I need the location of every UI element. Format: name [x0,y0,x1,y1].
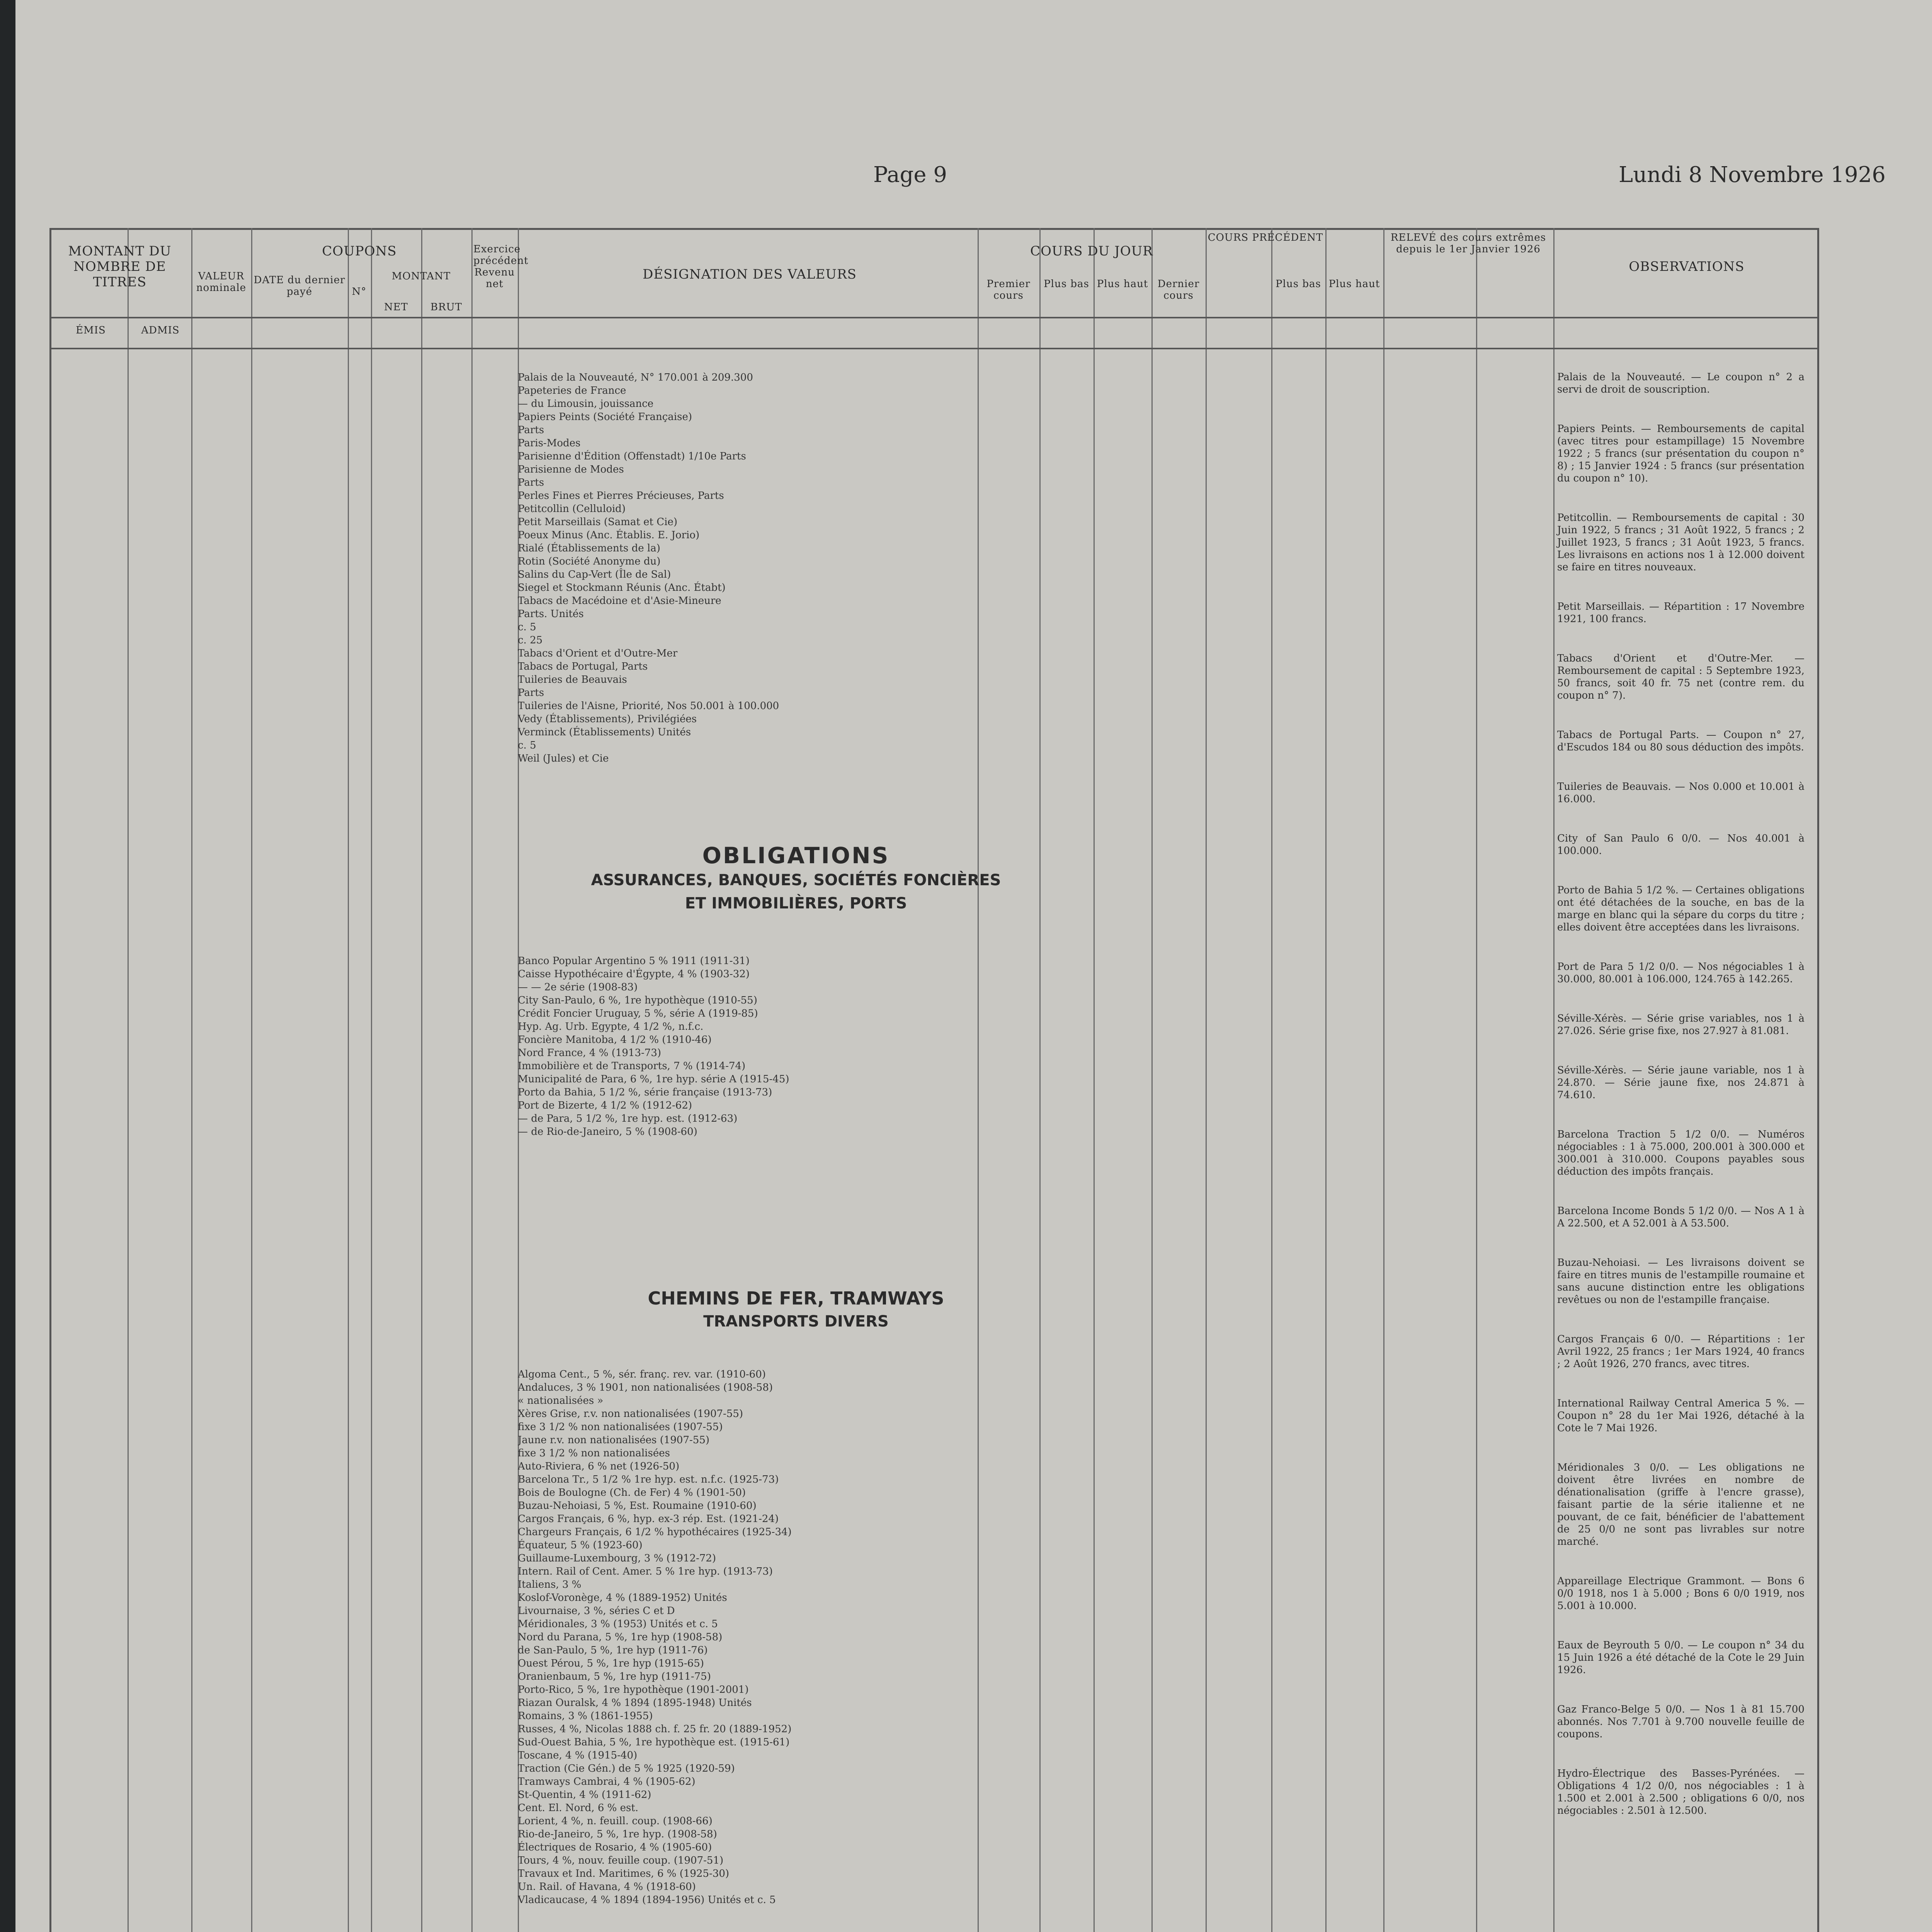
list-item: Vladicaucase, 4 % 1894 (1894-1956) Unités et c. 5 [518,1894,776,1906]
list-item: Russes, 4 %, Nicolas 1888 ch. f. 25 fr. 20 (1889-1952) [518,1723,792,1735]
page-number: Page 9 [873,162,947,187]
list-item: Rialé (Établissements de la) [518,543,660,554]
list-item: Tabacs de Macédoine et d'Asie-Mineure [518,595,721,607]
list-item: fixe 3 1/2 % non nationalisées [518,1447,670,1459]
list-item: Ouest Pérou, 5 %, 1re hyp (1915-65) [518,1658,704,1669]
numeric-columns-left [54,367,510,1932]
col-brut-header: BRUT [430,301,462,313]
list-item: Parts [518,477,544,488]
section-chemins-de-fer [564,1287,1028,1333]
list-item: Barcelona Tr., 5 1/2 % 1re hyp. est. n.f.c. (1925-73) [518,1474,779,1485]
list-item: « nationalisées » [518,1395,604,1406]
observation-note: Gaz Franco-Belge 5 0/0. — Nos 1 à 81 15.700 abonnés. Nos 7.701 à 9.700 nouvelle feuille de coupons. [1557,1704,1804,1740]
col-exercice-header: Exercice précédent Revenu net [473,243,529,290]
list-item: Tours, 4 %, nouv. feuille coup. (1907-51) [518,1855,724,1866]
observations-column [1557,371,1804,1844]
col-net-header: NET [384,301,408,313]
list-item: — — 2e série (1908-83) [518,981,638,993]
observation-note: Cargos Français 6 0/0. — Répartitions : 1er Avril 1922, 25 francs ; 1er Mars 1924, 40 francs ; 2 Août 1926, 270 francs, avec titres. [1557,1333,1804,1370]
issue-date: Lundi 8 Novembre 1926 [1619,162,1886,187]
list-item: Port de Bizerte, 4 1/2 % (1912-62) [518,1100,692,1111]
col-dernier-header: Dernier cours [1157,278,1200,301]
list-item: Bois de Boulogne (Ch. de Fer) 4 % (1901-50) [518,1487,746,1498]
designation-list-chemins [518,1368,974,1906]
observation-note: Séville-Xérès. — Série jaune variable, nos 1 à 24.870. — Série jaune fixe, nos 24.871 à 74.610. [1557,1065,1804,1101]
list-item: Tuileries de l'Aisne, Priorité, Nos 50.001 à 100.000 [518,700,779,712]
list-item: Porto da Bahia, 5 1/2 %, série française (1913-73) [518,1087,772,1098]
section-title: OBLIGATIONS [702,842,890,869]
list-item: Riazan Ouralsk, 4 % 1894 (1895-1948) Unités [518,1697,752,1709]
col-premier-header: Premier cours [986,278,1031,301]
observation-note: Tabacs d'Orient et d'Outre-Mer. — Remboursement de capital : 5 Septembre 1923, 50 francs, soit 40 fr. 75 net (contre rem. du coupon n° 7). [1557,653,1804,701]
observation-note: Papiers Peints. — Remboursements de capital (avec titres pour estampillage) 15 Novembre 1922 ; 5 francs (sur présentation du coupon n° 8) ; 15 Janvier 1924 : 5 francs (sur présentation du coupon n° 10). [1557,423,1804,484]
list-item: Cent. El. Nord, 6 % est. [518,1802,639,1814]
list-item: Banco Popular Argentino 5 % 1911 (1911-31) [518,955,750,967]
list-item: — de Para, 5 1/2 %, 1re hyp. est. (1912-63) [518,1113,738,1124]
col-prec-haut-header: Plus haut [1328,278,1380,290]
list-item: Tabacs de Portugal, Parts [518,661,648,672]
observation-note: Séville-Xérès. — Série grise variables, nos 1 à 27.026. Série grise fixe, nos 27.927 à 81.081. [1557,1013,1804,1037]
designation-list-obligations [518,954,974,1138]
list-item: Oranienbaum, 5 %, 1re hyp (1911-75) [518,1671,711,1682]
col-precedent-header: COURS PRÉCÉDENT [1208,232,1323,243]
col-cours-jour-header: COURS DU JOUR [1030,243,1153,259]
list-item: Immobilière et de Transports, 7 % (1914-74) [518,1060,746,1072]
observation-note: Eaux de Beyrouth 5 0/0. — Le coupon n° 34 du 15 Juin 1926 a été détaché de la Cote le 29 Juin 1926. [1557,1639,1804,1676]
list-item: Verminck (Établissements) Unités [518,726,691,738]
col-coupons-header: COUPONS [322,243,397,259]
list-item: Méridionales, 3 % (1953) Unités et c. 5 [518,1618,718,1630]
observation-note: Barcelona Traction 5 1/2 0/0. — Numéros négociables : 1 à 75.000, 200.001 à 300.000 et 300.001 à 310.000. Coupons payables sous déduction des impôts français. [1557,1129,1804,1177]
list-item: Vedy (Établissements), Privilégiées [518,713,697,725]
list-item: Parts [518,687,544,699]
list-item: Toscane, 4 % (1915-40) [518,1750,638,1761]
observation-note: Porto de Bahia 5 1/2 %. — Certaines obligations ont été détachées de la souche, en bas de la marge en blanc qui la sépare du corps du titre ; elles doivent être acceptées dans les livraisons. [1557,884,1804,933]
list-item: Petit Marseillais (Samat et Cie) [518,516,678,528]
col-admis-header: ADMIS [141,325,180,336]
col-montant-cp-header: MONTANT [391,270,451,282]
list-item: Perles Fines et Pierres Précieuses, Parts [518,490,724,502]
col-prec-bas-header: Plus bas [1276,278,1321,290]
list-item: Nord France, 4 % (1913-73) [518,1047,662,1059]
section-subtitle: TRANSPORTS DIVERS [703,1313,889,1330]
list-item: Rotin (Société Anonyme du) [518,556,661,567]
list-item: Algoma Cent., 5 %, sér. franç. rev. var. (1910-60) [518,1369,766,1380]
list-item: c. 25 [518,634,543,646]
list-item: Tramways Cambrai, 4 % (1905-62) [518,1776,696,1787]
observation-note: Petit Marseillais. — Répartition : 17 Novembre 1921, 100 francs. [1557,601,1804,625]
list-item: Papeteries de France [518,385,626,396]
list-item: Salins du Cap-Vert (Île de Sal) [518,569,671,580]
observation-note: Port de Para 5 1/2 0/0. — Nos négociables 1 à 30.000, 80.001 à 106.000, 124.765 à 142.265. [1557,961,1804,985]
list-item: Hyp. Ag. Urb. Egypte, 4 1/2 %, n.f.c. [518,1021,704,1032]
observation-note: City of San Paulo 6 0/0. — Nos 40.001 à 100.000. [1557,833,1804,857]
col-valeur-header: VALEUR nominale [196,270,247,294]
list-item: Italiens, 3 % [518,1579,582,1590]
list-item: Tuileries de Beauvais [518,674,627,685]
col-emis-header: ÉMIS [76,325,106,336]
list-item: Tabacs d'Orient et d'Outre-Mer [518,648,678,659]
list-item: Petitcollin (Celluloid) [518,503,626,515]
list-item: Palais de la Nouveauté, N° 170.001 à 209.300 [518,372,753,383]
list-item: Papiers Peints (Société Française) [518,411,692,423]
list-item: de San-Paulo, 5 %, 1re hyp (1911-76) [518,1645,708,1656]
observation-note: Tabacs de Portugal Parts. — Coupon n° 27, d'Escudos 184 ou 80 sous déduction des impôts. [1557,729,1804,753]
list-item: Romains, 3 % (1861-1955) [518,1710,653,1722]
col-date-header: DATE du dernier payé [253,274,345,298]
list-item: Lorient, 4 %, n. feuill. coup. (1908-66) [518,1815,713,1827]
observation-note: Appareillage Electrique Grammont. — Bons 6 0/0 1918, nos 1 à 5.000 ; Bons 6 0/0 1919, nos 5.001 à 10.000. [1557,1575,1804,1612]
list-item: Électriques de Rosario, 4 % (1905-60) [518,1842,712,1853]
list-item: Nord du Parana, 5 %, 1re hyp (1908-58) [518,1631,723,1643]
observation-note: Palais de la Nouveauté. — Le coupon n° 2 a servi de droit de souscription. [1557,371,1804,395]
list-item: Poeux Minus (Anc. Établis. E. Jorio) [518,529,700,541]
page-header [15,155,1932,197]
list-item: Caisse Hypothécaire d'Égypte, 4 % (1903-32) [518,968,750,980]
section-subtitle: ASSURANCES, BANQUES, SOCIÉTÉS FONCIÈRES [591,871,1001,889]
list-item: Buzau-Nehoiasi, 5 %, Est. Roumaine (1910-60) [518,1500,757,1512]
list-item: Parisienne de Modes [518,464,624,475]
list-item: c. 5 [518,621,536,633]
list-item: Intern. Rail of Cent. Amer. 5 % 1re hyp. (1913-73) [518,1566,773,1577]
section-subtitle: ET IMMOBILIÈRES, PORTS [685,895,907,912]
list-item: — de Rio-de-Janeiro, 5 % (1908-60) [518,1126,697,1138]
observation-note: Tuileries de Beauvais. — Nos 0.000 et 10.001 à 16.000. [1557,781,1804,805]
section-title: CHEMINS DE FER, TRAMWAYS [648,1288,944,1309]
list-item: Xères Grise, r.v. non nationalisées (1907-55) [518,1408,743,1420]
observation-note: Buzau-Nehoiasi. — Les livraisons doivent se faire en titres munis de l'estampille roumaine et sans aucune distinction entre les obligations revêtues ou non de l'estampille française. [1557,1257,1804,1306]
list-item: Crédit Foncier Uruguay, 5 %, série A (1919-85) [518,1008,758,1019]
col-no-header: N° [352,286,367,298]
list-item: Chargeurs Français, 6 1/2 % hypothécaires (1925-34) [518,1526,792,1538]
list-item: Weil (Jules) et Cie [518,753,609,764]
col-plus-bas-header: Plus bas [1044,278,1089,290]
list-item: Guillaume-Luxembourg, 3 % (1912-72) [518,1553,716,1564]
col-montant-header: MONTANT DU NOMBRE DE TITRES [68,243,172,290]
numeric-columns-right [981,367,1549,1932]
list-item: Parts [518,424,544,436]
list-item: Cargos Français, 6 %, hyp. ex-3 rép. Est. (1921-24) [518,1513,779,1525]
observation-note: Hydro-Électrique des Basses-Pyrénées. — Obligations 4 1/2 0/0, nos négociables : 1 à 1.500 et 2.001 à 2.500 ; obligations 6 0/0, nos négociables : 2.501 à 12.500. [1557,1768,1804,1816]
list-item: — du Limousin, jouissance [518,398,654,410]
list-item: Paris-Modes [518,437,581,449]
list-item: Équateur, 5 % (1923-60) [518,1539,643,1551]
section-obligations [564,842,1028,915]
list-item: Parisienne d'Édition (Offenstadt) 1/10e Parts [518,451,746,462]
list-item: Un. Rail. of Havana, 4 % (1918-60) [518,1881,696,1893]
list-item: St-Quentin, 4 % (1911-62) [518,1789,651,1801]
list-item: City San-Paulo, 6 %, 1re hypothèque (1910-55) [518,995,757,1006]
list-item: Livournaise, 3 %, séries C et D [518,1605,675,1617]
list-item: Parts. Unités [518,608,584,620]
list-item: Foncière Manitoba, 4 1/2 % (1910-46) [518,1034,712,1046]
col-releve-header: RELEVÉ des cours extrêmes depuis le 1er Janvier 1926 [1390,232,1546,255]
list-item: Rio-de-Janeiro, 5 %, 1re hyp. (1908-58) [518,1828,717,1840]
list-item: Travaux et Ind. Maritimes, 6 % (1925-30) [518,1868,730,1879]
observation-note: International Railway Central America 5 %. — Coupon n° 28 du 1er Mai 1926, détaché à la Cote le 7 Mai 1926. [1557,1398,1804,1434]
designation-list-actions [518,371,974,765]
list-item: Jaune r.v. non nationalisées (1907-55) [518,1434,710,1446]
list-item: Sud-Ouest Bahia, 5 %, 1re hypothèque est. (1915-61) [518,1736,790,1748]
list-item: Traction (Cie Gén.) de 5 % 1925 (1920-59) [518,1763,735,1774]
list-item: fixe 3 1/2 % non nationalisées (1907-55) [518,1421,723,1433]
list-item: Auto-Riviera, 6 % net (1926-50) [518,1461,680,1472]
col-designation-header: DÉSIGNATION DES VALEURS [643,267,857,282]
list-item: Andaluces, 3 % 1901, non nationalisées (1908-58) [518,1382,773,1393]
newspaper-page [15,0,1932,1932]
list-item: Municipalité de Para, 6 %, 1re hyp. série A (1915-45) [518,1073,789,1085]
list-item: c. 5 [518,740,536,751]
observation-note: Petitcollin. — Remboursements de capital : 30 Juin 1922, 5 francs ; 31 Août 1922, 5 francs ; 2 Juillet 1923, 5 francs ; 31 Août 1923, 5 francs. Les livraisons en actions nos 1 à 12.000 doivent se faire en titres nouveaux. [1557,512,1804,573]
book-spine [0,0,15,1932]
list-item: Siegel et Stockmann Réunis (Anc. Étabt) [518,582,726,594]
col-plus-haut-header: Plus haut [1097,278,1148,290]
list-item: Porto-Rico, 5 %, 1re hypothèque (1901-2001) [518,1684,749,1696]
observation-note: Barcelona Income Bonds 5 1/2 0/0. — Nos A 1 à A 22.500, et A 52.001 à A 53.500. [1557,1205,1804,1229]
list-item: Koslof-Voronège, 4 % (1889-1952) Unités [518,1592,727,1604]
col-observations-header: OBSERVATIONS [1629,259,1745,274]
observation-note: Méridionales 3 0/0. — Les obligations ne doivent être livrées en nombre de dénationalisation (griffe à l'encre grasse), faisant partie de la série italienne et ne pouvant, de ce fait, bénéficier de l'abattement de 25 0/0 ne sont pas livrables sur notre marché. [1557,1462,1804,1548]
